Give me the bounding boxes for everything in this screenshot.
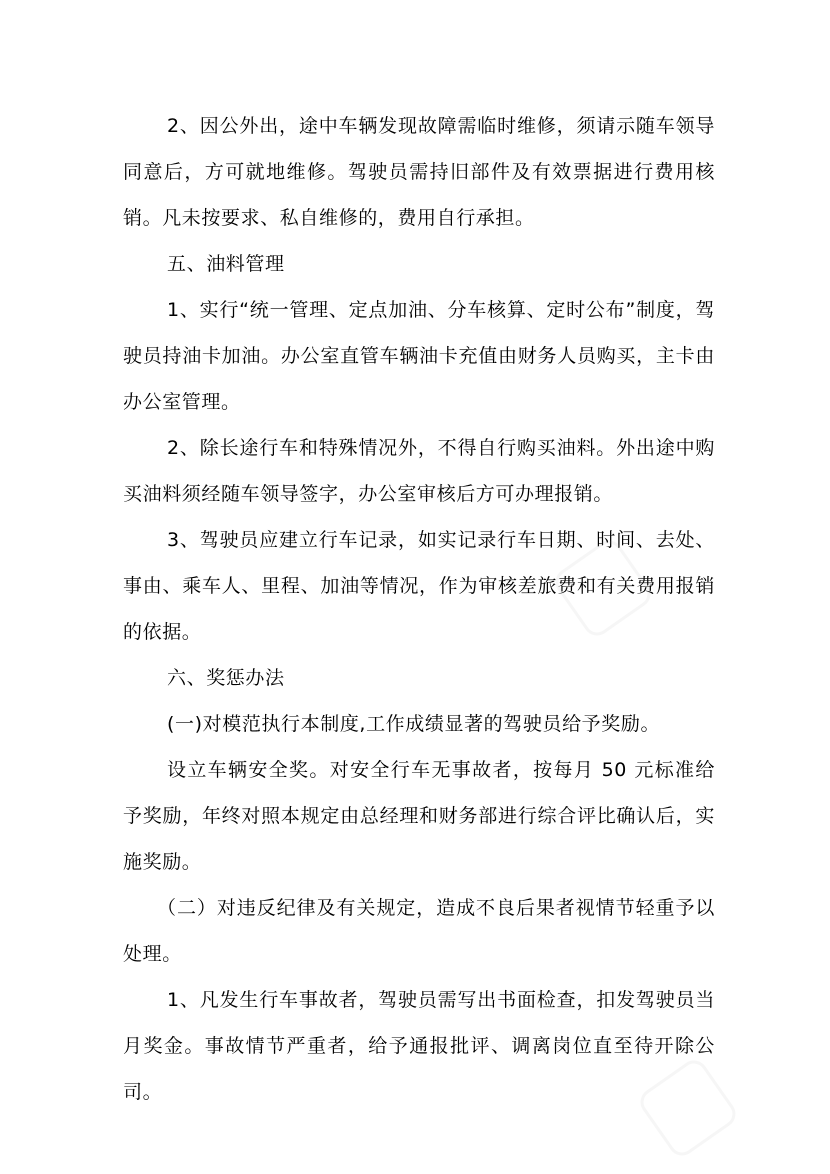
section-heading-rewards-penalties: 六、奖惩办法: [167, 667, 285, 689]
document-body: [123, 103, 715, 1115]
paragraph-penalty-heading: （二）对违反纪律及有关规定，造成不良后果者视情节轻重予以处理。: [123, 897, 715, 965]
paragraph-fuel-rule-1: 1、实行“统一管理、定点加油、分车核算、定时公布”制度，驾驶员持油卡加油。办公室直管车辆油卡充值由财务人员购买，主卡由办公室管理。: [123, 299, 715, 413]
paragraph-fuel-rule-3: 3、驾驶员应建立行车记录，如实记录行车日期、时间、去处、事由、乘车人、里程、加油等情况，作为审核差旅费和有关费用报销的依据。: [123, 529, 715, 643]
section-heading-fuel-management: 五、油料管理: [167, 253, 285, 275]
paragraph-repair-procedure: 2、因公外出，途中车辆发现故障需临时维修，须请示随车领导同意后，方可就地维修。驾驶员需持旧部件及有效票据进行费用核销。凡未按要求、私自维修的，费用自行承担。: [123, 115, 715, 229]
paragraph-reward-heading: (一)对模范执行本制度,工作成绩显著的驾驶员给予奖励。: [167, 713, 661, 735]
paragraph-fuel-rule-2: 2、除长途行车和特殊情况外，不得自行购买油料。外出途中购买油料须经随车领导签字，办公室审核后方可办理报销。: [123, 437, 715, 505]
paragraph-safety-award: 设立车辆安全奖。对安全行车无事故者，按每月 50 元标准给予奖励，年终对照本规定由总经理和财务部进行综合评比确认后，实施奖励。: [123, 759, 715, 873]
paragraph-accident-penalty: 1、凡发生行车事故者，驾驶员需写出书面检查，扣发驾驶员当月奖金。事故情节严重者，给予通报批评、调离岗位直至待开除公司。: [123, 989, 715, 1103]
